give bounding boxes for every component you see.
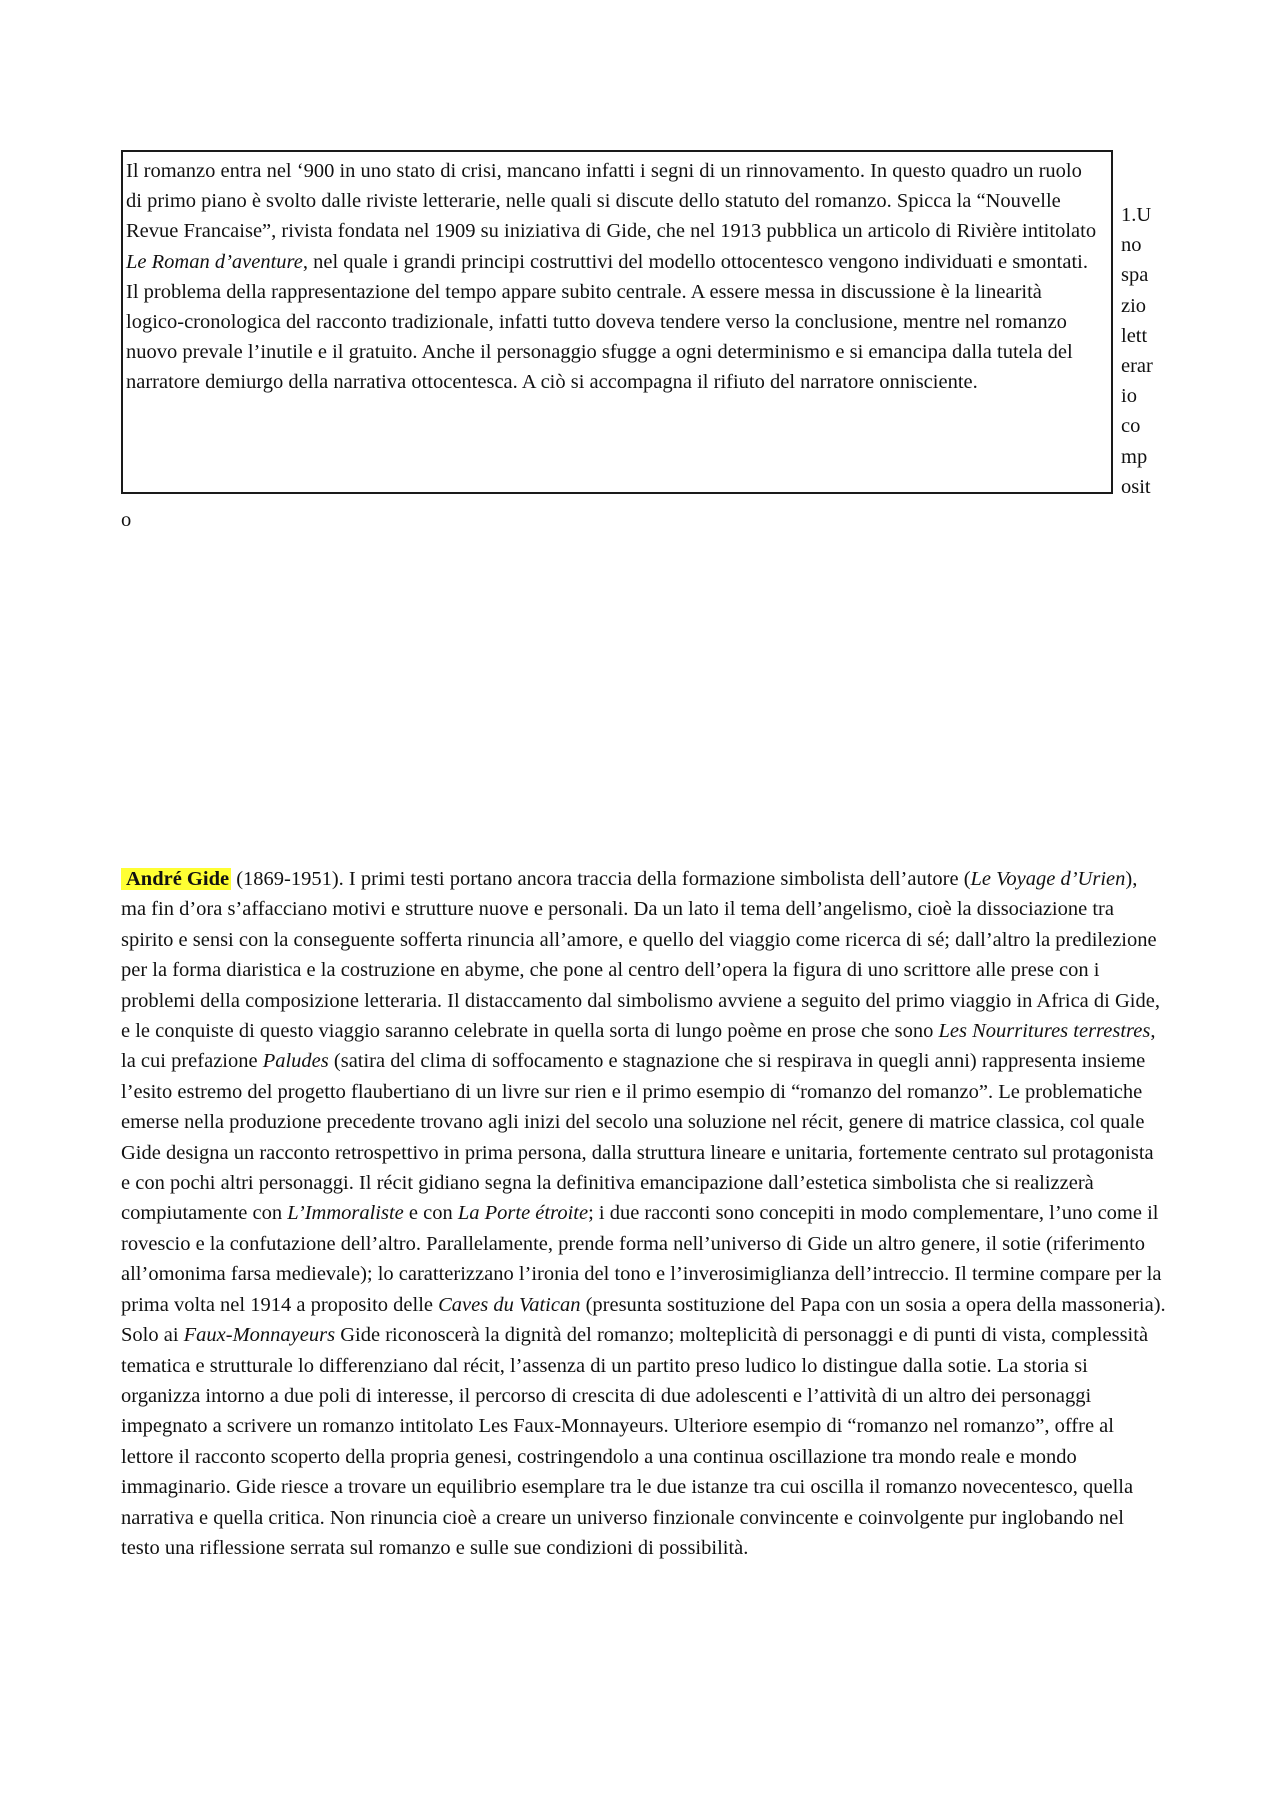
gide-text-2: ), ma fin d’ora s’affacciano motivi e strutture nuove e personali. Da un lato il tema dell’angelismo, cioè la dissociazione tra spirito e sensi con la conseguente sofferta rinuncia all’amore, e quello del viaggio come ricerca di sé; dall’altro la predilezione per la forma diaristica e la costruzione en abyme, che pone al centro dell’opera la figura di uno scrittore alle prese con i problemi della composizione letteraria. Il distaccamento dal simbolismo avviene a seguito del primo viaggio in Africa di Gide, e le conquiste di questo viaggio saranno celebrate in quella sorta di lungo poème en prose che sono	[121, 868, 1160, 1043]
title-limmoraliste: L’Immoraliste	[287, 1202, 404, 1225]
section-heading-line: lett	[1121, 324, 1148, 347]
section-heading-line: no	[1121, 234, 1142, 257]
gide-text-3: , la cui prefazione	[121, 1020, 1156, 1073]
gide-text-8: Gide riconoscerà la dignità del romanzo; molteplicità di personaggi e di punti di vista, complessità tematica e strutturale lo differenziano dal récit, l’assenza di un partito preso ludico lo distingue dalla sotie. La storia si organizza intorno a due poli di interesse, il percorso di crescita di due adolescenti e l’attività di un altro dei personaggi impegnato a scrivere un romanzo intitolato Les Faux-Monnayeurs. Ulteriore esempio di “romanzo nel romanzo”, offre al lettore il racconto scoperto della propria genesi, costringendolo a una continua oscillazione tra mondo reale e mondo immaginario. Gide riesce a trovare un equilibrio esemplare tra le due istanze tra cui oscilla il romanzo novecentesco, quella narrativa e quella critica. Non rinuncia cioè a creare un universo finzionale convincente e coinvolgente pur inglobando nel testo una riflessione serrata sul romanzo e sulle sue condizioni di possibilità.	[121, 1324, 1149, 1559]
section-heading-line: spa	[1121, 264, 1149, 287]
highlighted-author-name: André Gide	[121, 868, 231, 890]
title-les-nourritures-terrestres: Les Nourritures terrestres	[938, 1020, 1151, 1043]
gide-paragraph	[121, 864, 1167, 1563]
section-heading-line: co	[1121, 415, 1141, 438]
intro-text-1: Il romanzo entra nel ‘900 in uno stato di crisi, mancano infatti i segni di un rinnovamento. In questo quadro un ruolo di primo piano è svolto dalle riviste letterarie, nelle quali si discute dello statuto del romanzo. Spicca la “Nouvelle Revue Francaise”, rivista fondata nel 1909 su iniziativa di Gide, che nel 1913 pubblica un articolo di Rivière intitolato	[126, 160, 1097, 243]
boxed-intro-paragraph	[121, 150, 1113, 494]
gide-text-7: (presunta sostituzione del Papa con un sosia a opera della massoneria). Solo ai	[121, 1293, 1166, 1347]
title-la-porte-etroite: La Porte étroite	[457, 1202, 589, 1225]
intro-text-2: , nel quale i grandi principi costruttivi del modello ottocentesco vengono individuati e smontati. Il problema della rappresentazione del tempo appare subito centrale. A essere messa in discussione è la linearità logico-cronologica del racconto tradizionale, infatti tutto doveva tendere verso la conclusione, mentre nel romanzo nuovo prevale l’inutile e il gratuito. Anche il personaggio sfugge a ogni determinismo e si emancipa dalla tutela del narratore demiurgo della narrativa ottocentesca. A ciò si accompagna il rifiuto del narratore onnisciente.	[126, 250, 1088, 394]
section-heading-line: osit	[1121, 475, 1151, 498]
section-heading-line: erar	[1121, 355, 1153, 378]
title-faux-monnayeurs: Faux-Monnayeurs	[183, 1324, 336, 1347]
section-heading-line: io	[1121, 385, 1137, 408]
section-heading-line: zio	[1121, 294, 1147, 317]
gide-text-6: ; i due racconti sono concepiti in modo complementare, l’uno come il rovescio e la confutazione dell’altro. Parallelamente, prende forma nell’universo di Gide un altro genere, il sotie (riferimento all’omonima farsa medievale); lo caratterizzano l’ironia del tono e l’inverosimiglianza dell’intreccio. Il termine compare per la prima volta nel 1914 a proposito delle	[121, 1202, 1162, 1316]
title-paludes: Paludes	[262, 1050, 329, 1073]
section-heading-line: mp	[1121, 445, 1148, 468]
section-heading-tail: o	[121, 509, 132, 531]
intro-title-le-roman-daventure: Le Roman d’aventure	[126, 250, 303, 273]
section-heading	[1121, 200, 1171, 502]
gide-text-5: e con	[403, 1202, 458, 1225]
title-le-voyage-durien: Le Voyage d’Urien	[970, 868, 1126, 890]
gide-text-1: (1869-1951). I primi testi portano ancora traccia della formazione simbolista dell’autore (	[231, 868, 971, 890]
gide-text-4: (satira del clima di soffocamento e stagnazione che si respirava in quegli anni) rappresenta insieme l’esito estremo del progetto flaubertiano di un livre sur rien e il primo esempio di “romanzo del romanzo”. Le problematiche emerse nella produzione precedente trovano agli inizi del secolo una soluzione nel récit, genere di matrice classica, col quale Gide designa un racconto retrospettivo in prima persona, dalla struttura lineare e unitaria, fortemente centrato sul protagonista e con pochi altri personaggi. Il récit gidiano segna la definitiva emancipazione dall’estetica simbolista che si realizzerà compiutamente con	[121, 1050, 1154, 1225]
section-heading-line: 1.U	[1121, 204, 1152, 226]
title-caves-du-vatican: Caves du Vatican	[438, 1293, 581, 1316]
